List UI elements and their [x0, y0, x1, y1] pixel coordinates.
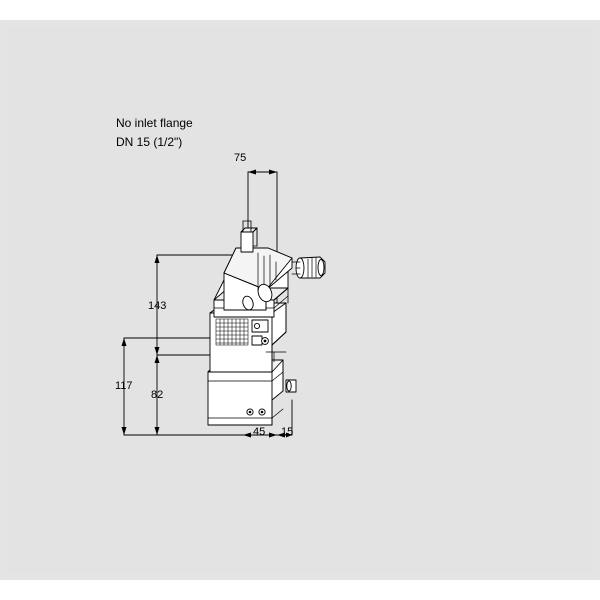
- electrical-connector: [296, 257, 325, 278]
- dimension-label-75: 75: [234, 152, 247, 164]
- caption-line-2: DN 15 (1/2"): [116, 135, 183, 149]
- dimension-label-45: 45: [253, 426, 266, 438]
- caption-line-1: No inlet flange: [116, 116, 193, 130]
- dimension-label-15: 15: [281, 426, 294, 438]
- side-outlet-port: [286, 380, 296, 392]
- dimension-label-82: 82: [151, 389, 164, 401]
- dimension-label-143: 143: [148, 300, 167, 312]
- filter-screen-mesh: [216, 319, 248, 345]
- armature-stem: [241, 221, 257, 252]
- figure-caption: [116, 114, 193, 152]
- dimension-label-117: 117: [115, 380, 133, 392]
